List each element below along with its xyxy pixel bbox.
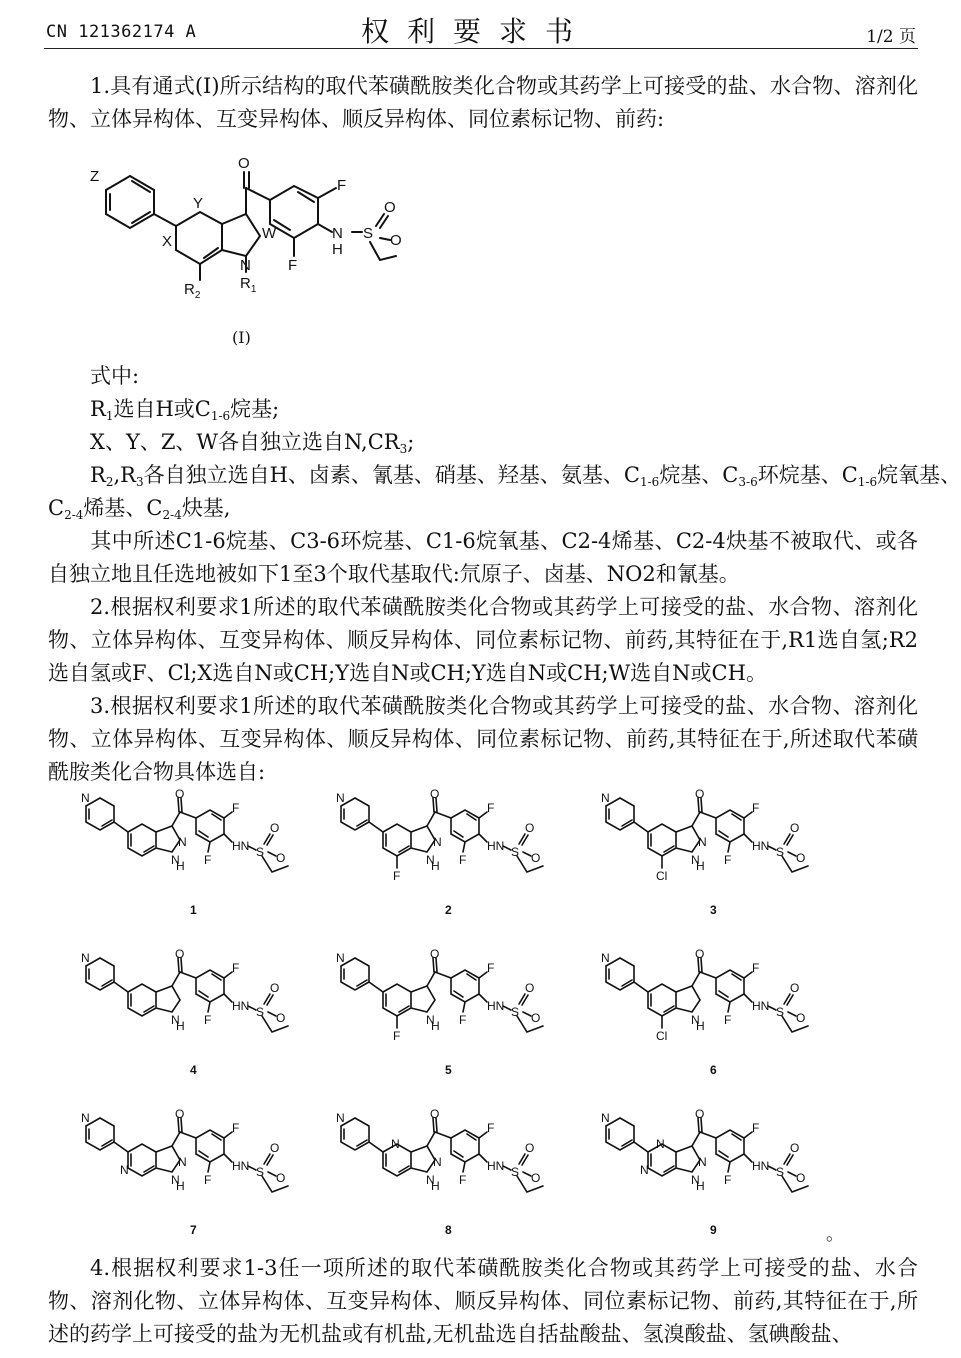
atom-x: X	[162, 233, 173, 250]
svg-text:F: F	[393, 869, 401, 883]
svg-text:F: F	[459, 853, 467, 867]
svg-text:S: S	[511, 1165, 520, 1179]
svg-text:HN: HN	[752, 1159, 770, 1173]
claim-3: 3.根据权利要求1所述的取代苯磺酰胺类化合物或其药学上可接受的盐、水合物、溶剂化物、立体异构体、互变异构体、顺反异构体、同位素标记物、前药,其特征在于,所述取代苯磺酰胺类化合物具体选自:	[48, 694, 918, 784]
svg-text:O: O	[695, 1107, 705, 1121]
svg-text:H: H	[696, 859, 705, 873]
svg-text:HN: HN	[752, 839, 770, 853]
compound-1	[81, 787, 288, 917]
svg-text:O: O	[796, 1171, 806, 1185]
svg-text:F: F	[459, 1013, 467, 1027]
svg-text:S: S	[256, 1165, 265, 1179]
svg-text:O: O	[175, 947, 185, 961]
svg-text:F: F	[752, 801, 760, 815]
header-rule	[44, 48, 918, 49]
def-xyzw: X、Y、Z、W各自独立选自$N,CR_3$;	[90, 430, 415, 456]
svg-text:O: O	[276, 851, 286, 865]
svg-text:HN: HN	[487, 999, 505, 1013]
general-formula-structure	[80, 148, 420, 348]
page-title: 权利要求书	[360, 15, 591, 48]
svg-text:HN: HN	[752, 999, 770, 1013]
compound-number: 8	[445, 1223, 452, 1237]
compound-grid	[60, 787, 900, 1250]
svg-text:N: N	[178, 835, 187, 849]
compound-number: 4	[190, 1063, 197, 1077]
svg-text:O: O	[525, 821, 535, 835]
svg-text:O: O	[175, 787, 185, 801]
svg-text:F: F	[393, 1029, 401, 1043]
svg-text:Cl: Cl	[656, 1029, 668, 1043]
svg-text:HN: HN	[232, 1159, 250, 1173]
atom-s: S	[363, 225, 374, 242]
svg-text:H: H	[431, 859, 440, 873]
compound-number: 6	[710, 1063, 717, 1077]
svg-text:H: H	[431, 1019, 440, 1033]
svg-text:F: F	[204, 1173, 212, 1187]
svg-text:N: N	[433, 1155, 442, 1169]
svg-text:N: N	[81, 951, 90, 965]
compound-number: 7	[190, 1223, 197, 1237]
atom-nh: N	[332, 225, 343, 242]
compound-number: 2	[445, 903, 452, 917]
svg-text:S: S	[256, 1005, 265, 1019]
svg-text:F: F	[752, 961, 760, 975]
compound-6	[601, 947, 808, 1077]
pyridine-ring	[106, 176, 154, 228]
svg-text:N: N	[698, 1155, 707, 1169]
svg-text:O: O	[270, 981, 280, 995]
svg-text:O: O	[430, 787, 440, 801]
svg-text:N: N	[656, 1137, 665, 1151]
svg-text:O: O	[531, 1011, 541, 1025]
svg-text:N: N	[336, 1111, 345, 1125]
compound-9	[601, 1107, 808, 1237]
claim-3-period: 。	[826, 1224, 844, 1244]
compound-8	[336, 1107, 543, 1237]
svg-text:N: N	[691, 1173, 700, 1187]
compound-7	[81, 1107, 288, 1237]
svg-text:S: S	[776, 845, 785, 859]
svg-text:N: N	[81, 1111, 90, 1125]
svg-text:O: O	[175, 1107, 185, 1121]
svg-text:H: H	[696, 1019, 705, 1033]
where-label: 式中:	[90, 364, 140, 388]
svg-text:N: N	[426, 1013, 435, 1027]
svg-text:H: H	[696, 1179, 705, 1193]
page-header	[0, 0, 952, 50]
svg-text:N: N	[120, 1163, 129, 1177]
atom-r1: $R_1$	[240, 275, 257, 295]
svg-text:H: H	[176, 859, 185, 873]
svg-text:H: H	[176, 1179, 185, 1193]
svg-text:HN: HN	[232, 839, 250, 853]
svg-text:F: F	[724, 1173, 732, 1187]
svg-text:O: O	[531, 1171, 541, 1185]
svg-text:F: F	[487, 801, 495, 815]
svg-text:HN: HN	[487, 839, 505, 853]
page-number: 1/2 页	[866, 27, 916, 47]
svg-text:O: O	[790, 981, 800, 995]
def-substitution: 其中所述C1-6烷基、C3-6环烷基、C1-6烷氧基、C2-4烯基、C2-4炔基不被取代、或各自独立地且任选地被如下1至3个取代基取代:氘原子、卤基、NO2和氰基。	[48, 529, 918, 586]
svg-text:F: F	[752, 1121, 760, 1135]
svg-text:N: N	[171, 1013, 180, 1027]
svg-text:N: N	[601, 951, 610, 965]
svg-text:N: N	[698, 835, 707, 849]
compound-number: 1	[190, 903, 197, 917]
svg-text:F: F	[487, 961, 495, 975]
svg-text:F: F	[724, 853, 732, 867]
svg-text:O: O	[276, 1011, 286, 1025]
svg-text:O: O	[276, 1171, 286, 1185]
svg-text:N: N	[601, 1111, 610, 1125]
compound-3	[601, 787, 808, 917]
svg-text:S: S	[511, 1005, 520, 1019]
svg-text:N: N	[691, 853, 700, 867]
svg-text:N: N	[601, 791, 610, 805]
atom-o1: O	[384, 199, 396, 216]
svg-text:N: N	[171, 853, 180, 867]
svg-text:O: O	[430, 947, 440, 961]
svg-text:O: O	[525, 1141, 535, 1155]
atom-o-carbonyl: O	[238, 155, 250, 172]
svg-text:F: F	[487, 1121, 495, 1135]
svg-text:N: N	[336, 791, 345, 805]
svg-text:O: O	[790, 821, 800, 835]
svg-text:HN: HN	[232, 999, 250, 1013]
def-r2r3-cont: $C_{2-4}$烯基、$C_{2-4}$炔基,	[48, 496, 231, 522]
atom-f-top: F	[337, 177, 347, 194]
svg-text:S: S	[256, 845, 265, 859]
document-number: CN 121362174 A	[46, 22, 197, 42]
compound-5	[336, 947, 543, 1077]
svg-text:O: O	[525, 981, 535, 995]
svg-text:N: N	[171, 1173, 180, 1187]
compound-number: 9	[710, 1223, 717, 1237]
claim-4: 4.根据权利要求1-3任一项所述的取代苯磺酰胺类化合物或其药学上可接受的盐、水合物、溶剂化物、立体异构体、互变异构体、顺反异构体、同位素标记物、前药,其特征在于,所述的药学上可接受的盐为无机盐或有机盐,无机盐选自括盐酸盐、氢溴酸盐、氢碘酸盐、	[48, 1256, 918, 1346]
atom-f-bottom: F	[288, 257, 298, 274]
svg-text:F: F	[232, 1121, 240, 1135]
svg-text:F: F	[204, 853, 212, 867]
def-r1: $R_1$选自H或$C_{1-6}$烷基;	[90, 397, 280, 423]
svg-text:O: O	[790, 1141, 800, 1155]
def-r2r3: $R_2,R_3$各自独立选自H、卤素、氰基、硝基、羟基、氨基、$C_{1-6}$烷基、$C_{3-6}$环烷基、$C_{1-6}$烷氧基、	[90, 463, 961, 489]
atom-z: Z	[90, 168, 100, 185]
svg-text:N: N	[178, 1155, 187, 1169]
claim-2: 2.根据权利要求1所述的取代苯磺酰胺类化合物或其药学上可接受的盐、水合物、溶剂化物、立体异构体、互变异构体、顺反异构体、同位素标记物、前药,其特征在于,R1选自氢;R2选自氢或F、Cl;X选自N或CH;Y选自N或CH;Y选自N或CH;W选自N或CH。	[48, 595, 918, 685]
compound-number: 3	[710, 903, 717, 917]
svg-text:O: O	[695, 947, 705, 961]
svg-text:N: N	[691, 1013, 700, 1027]
svg-text:Cl: Cl	[656, 869, 668, 883]
svg-text:O: O	[796, 1011, 806, 1025]
svg-text:F: F	[232, 961, 240, 975]
svg-text:O: O	[430, 1107, 440, 1121]
svg-text:HN: HN	[487, 1159, 505, 1173]
svg-text:O: O	[270, 1141, 280, 1155]
svg-text:N: N	[81, 791, 90, 805]
formula-label: (I)	[232, 328, 251, 347]
svg-text:S: S	[511, 845, 520, 859]
svg-text:S: S	[776, 1165, 785, 1179]
atom-n: N	[240, 257, 251, 274]
svg-text:N: N	[391, 1137, 400, 1151]
atom-h: H	[332, 241, 343, 258]
compound-2	[336, 787, 543, 917]
svg-text:O: O	[695, 787, 705, 801]
svg-text:O: O	[796, 851, 806, 865]
compound-number: 5	[445, 1063, 452, 1077]
compound-4	[81, 947, 288, 1077]
atom-y: Y	[193, 195, 204, 212]
atom-w: W	[262, 225, 277, 242]
svg-text:F: F	[459, 1173, 467, 1187]
svg-text:N: N	[336, 951, 345, 965]
svg-text:N: N	[426, 853, 435, 867]
svg-text:O: O	[531, 851, 541, 865]
svg-text:S: S	[776, 1005, 785, 1019]
svg-text:H: H	[431, 1179, 440, 1193]
svg-text:N: N	[640, 1163, 649, 1177]
claim-1-intro: 1.具有通式(I)所示结构的取代苯磺酰胺类化合物或其药学上可接受的盐、水合物、溶剂化物、立体异构体、互变异构体、顺反异构体、同位素标记物、前药:	[48, 74, 918, 131]
atom-r2: $R_2$	[184, 281, 201, 301]
svg-text:F: F	[204, 1013, 212, 1027]
svg-text:H: H	[176, 1019, 185, 1033]
svg-text:O: O	[270, 821, 280, 835]
svg-text:F: F	[724, 1013, 732, 1027]
svg-text:N: N	[426, 1173, 435, 1187]
svg-text:N: N	[433, 835, 442, 849]
svg-text:F: F	[232, 801, 240, 815]
atom-o2: O	[390, 232, 402, 249]
